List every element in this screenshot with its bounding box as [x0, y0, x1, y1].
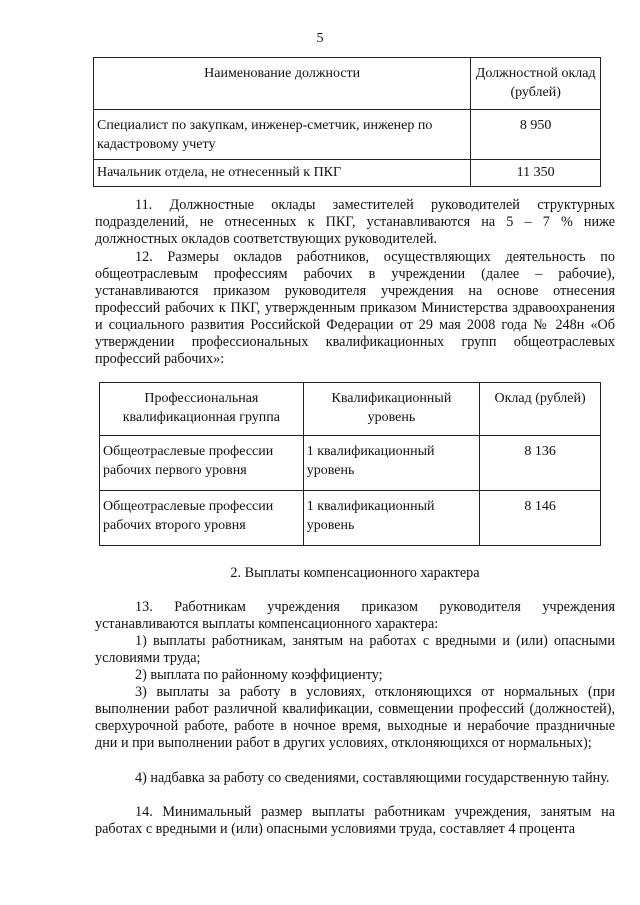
cell-level: 1 квалификационный уровень [303, 436, 479, 491]
header-position-name: Наименование должности [94, 58, 471, 110]
header-salary: Должностной оклад (рублей) [471, 58, 601, 110]
cell-salary: 8 146 [480, 491, 601, 546]
table-header-row [100, 383, 601, 436]
table-header-row [94, 58, 601, 110]
list-item: 2) выплата по районному коэффициенту; [135, 667, 383, 683]
paragraph-12: 12. Размеры окладов работников, осуществляющих деятельность по общеотраслевым профессиям рабочих в учреждении (далее – рабочие), устанавливаются приказом руководителя учреждения на основе отнесения профессий рабочих к ПКГ, утвержденным приказом Министерства здравоохранения и социального развития Российской Федерации от 29 мая 2008 года № 248н «Об утверждении профессиональных квалификационных групп общеотраслевых профессий рабочих»: [95, 249, 615, 367]
page-number: 5 [316, 31, 324, 46]
table-row [94, 110, 601, 160]
cell-salary: 11 350 [471, 160, 601, 187]
paragraph-14: 14. Минимальный размер выплаты работникам учреждения, занятым на работах с вредными и (или) опасными условиями труда, составляет 4 процента [95, 804, 615, 837]
table-row [100, 436, 601, 491]
cell-group: Общеотраслевые профессии рабочих второго уровня [100, 491, 304, 546]
list-item: 3) выплаты за работу в условиях, отклоняющихся от нормальных (при выполнении работ различной квалификации, совмещении профессий (должностей), сверхурочной работе, работе в ночное время, выходные и нерабочие праздничные дни и при выполнении работ в других условиях, отклоняющихся от нормальных); [95, 684, 615, 751]
list-item: 1) выплаты работникам, занятым на работах с вредными и (или) опасными условиями труда; [95, 633, 615, 666]
position-salary-table [93, 57, 601, 187]
cell-group: Общеотраслевые профессии рабочих первого уровня [100, 436, 304, 491]
cell-salary: 8 950 [471, 110, 601, 160]
worker-group-table [99, 382, 601, 546]
paragraph-11: 11. Должностные оклады заместителей руководителей структурных подразделений, не отнесенных к ПКГ, устанавливаются на 5 – 7 % ниже должностных окладов соответствующих руководителей. [95, 197, 615, 247]
paragraph-13: 13. Работникам учреждения приказом руководителя учреждения устанавливаются выплаты компенсационного характера: [95, 599, 615, 632]
cell-salary: 8 136 [480, 436, 601, 491]
header-salary: Оклад (рублей) [480, 383, 601, 436]
header-level: Квалификационный уровень [303, 383, 479, 436]
header-group: Профессиональная квалификационная группа [100, 383, 304, 436]
table-row [94, 160, 601, 187]
cell-level: 1 квалификационный уровень [303, 491, 479, 546]
cell-position: Начальник отдела, не отнесенный к ПКГ [94, 160, 471, 187]
table-row [100, 491, 601, 546]
list-item: 4) надбавка за работу со сведениями, составляющими государственную тайну. [135, 770, 610, 786]
section-heading: 2. Выплаты компенсационного характера [230, 565, 480, 581]
cell-position: Специалист по закупкам, инженер-сметчик, инженер по кадастровому учету [94, 110, 471, 160]
